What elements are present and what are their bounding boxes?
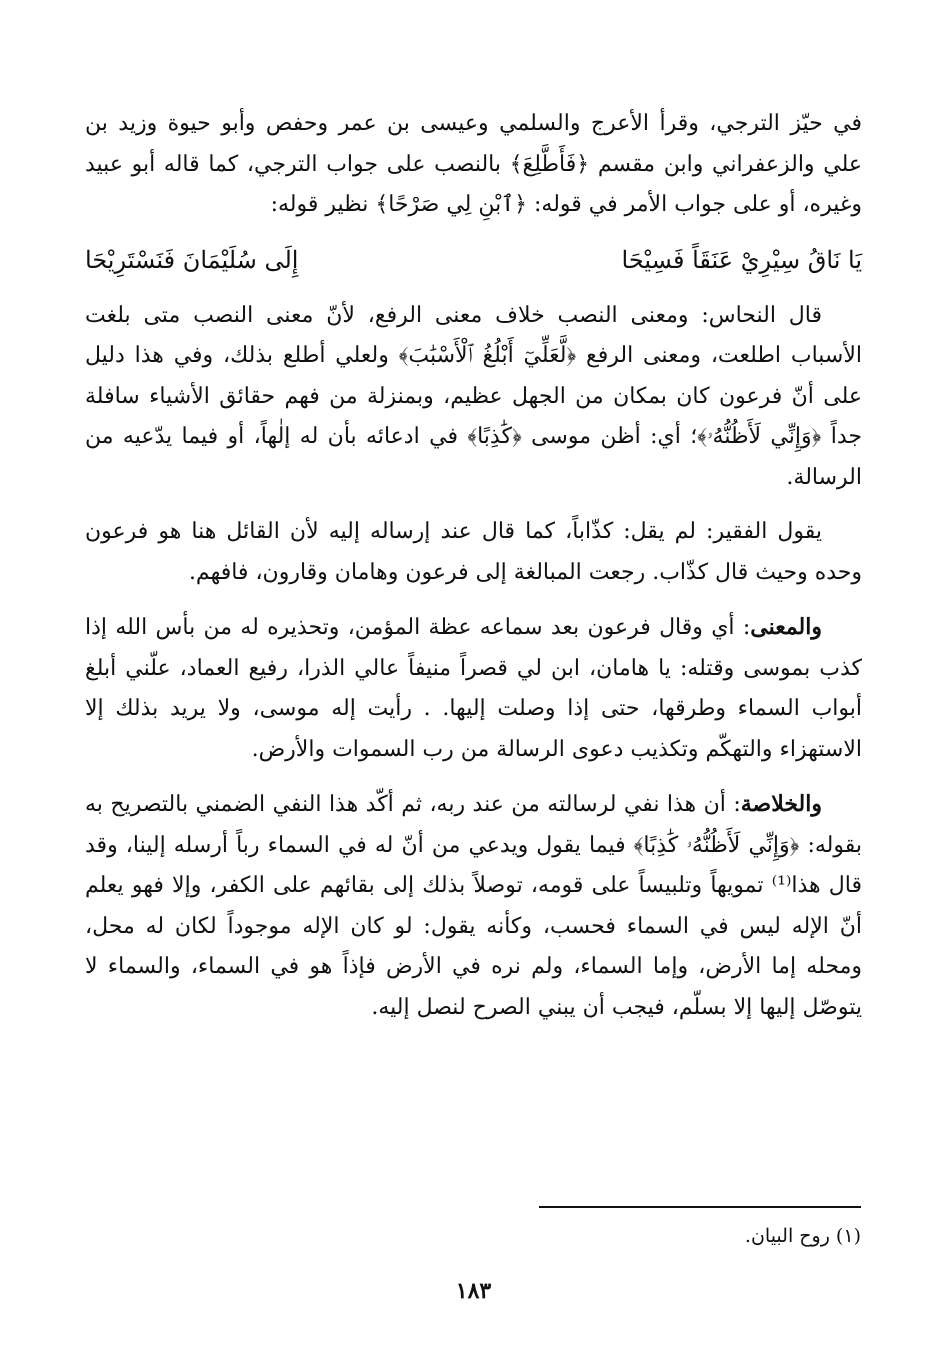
paragraph-5-lead: والخلاصة	[740, 791, 822, 817]
footnote-divider	[539, 1206, 861, 1208]
paragraph-4-lead: والمعنى	[750, 614, 822, 640]
paragraph-4-text: : أي وقال فرعون بعد سماعه عظة المؤمن، وتحذيره له من بأس الله إذا كذب بموسى وقتله: يا هامان، ابن لي قصراً منيفاً عالي الذرا، رفيع العماد، علّني أبلغ أبواب السماء وطرقها، حتى إذا وصلت إليها. . رأيت إله موسى، ولا يريد بذلك إلا الاستهزاء والتهكّم وتكذيب دعوى الرسالة من رب السموات والأرض.	[85, 615, 862, 762]
verse-first-hemistich: يَا نَاقُ سِيْرِيْ عَنَقَاً فَسِيْحَا	[621, 245, 862, 274]
body-text	[85, 104, 862, 1042]
paragraph-5	[85, 784, 862, 1028]
paragraph-4	[85, 607, 862, 770]
paragraph-1	[85, 104, 862, 226]
page-number: ١٨٣	[455, 1278, 492, 1304]
paragraph-1-text: في حيّز الترجي، وقرأ الأعرج والسلمي وعيسى بن عمر وحفص وأبو حيوة وزيد بن علي والزعفراني وابن مقسم ﴿فَأَطَّلِعَ﴾ بالنصب على جواب الترجي، كما قاله أبو عبيد وغيره، أو على جواب الأمر في قوله: ﴿ٱبْنِ لِي صَرْحًا﴾ نظير قوله:	[85, 111, 862, 217]
paragraph-3-text: يقول الفقير: لم يقل: كذّاباً، كما قال عند إرساله إليه لأن القائل هنا هو فرعون وحده وحيث قال كذّاب. رجعت المبالغة إلى فرعون وهامان وقارون، فافهم.	[85, 519, 862, 585]
paragraph-2-text: قال النحاس: ومعنى النصب خلاف معنى الرفع، لأنّ معنى النصب متى بلغت الأسباب اطلعت، ومعنى الرفع ﴿لَّعَلِّيٓ أَبْلُغُ ٱلْأَسْبَٰبَ﴾ ولعلي أطلع بذلك، وفي هذا دليل على أنّ فرعون كان بمكان من الجهل عظيم، وبمنزلة من فهم حقائق الأشياء سافلة جداً ﴿وَإِنِّي لَأَظُنُّهُۥ﴾؛ أي: أظن موسى ﴿كَٰذِبًا﴾ في ادعائه بأن له إلٰهاً، أو فيما يدّعيه من الرسالة.	[85, 302, 862, 490]
poetry-verse	[85, 240, 862, 280]
paragraph-2	[85, 296, 862, 499]
paragraph-3	[85, 512, 862, 593]
verse-second-hemistich: إِلَى سُلَيْمَانَ فَنَسْتَرِيْحَا	[85, 245, 299, 274]
paragraph-5-text: : أن هذا نفي لرسالته من عند ربه، ثم أكّد هذا النفي الضمني بالتصريح به بقوله: ﴿وَإِنِّي لَأَظُنُّهُۥ كَٰذِبًا﴾ فيما يقول ويدعي من أنّ له في السماء رباً أرسله إلينا، وقد قال هذا⁽¹⁾ تمويهاً وتلبيساً على قومه، توصلاً بذلك إلى بقائهم على الكفر، وإلا فهو يعلم أنّ الإله ليس في السماء فحسب، وكأنه يقول: لو كان الإله موجوداً لكان له محل، ومحله إما الأرض، وإما السماء، ولم نره في الأرض فإذاً هو في السماء، والسماء لا يتوصّل إليها إلا بسلّم، فيجب أن يبني الصرح لنصل إليه.	[85, 792, 862, 1020]
footnote: (١) روح البيان.	[744, 1225, 861, 1247]
